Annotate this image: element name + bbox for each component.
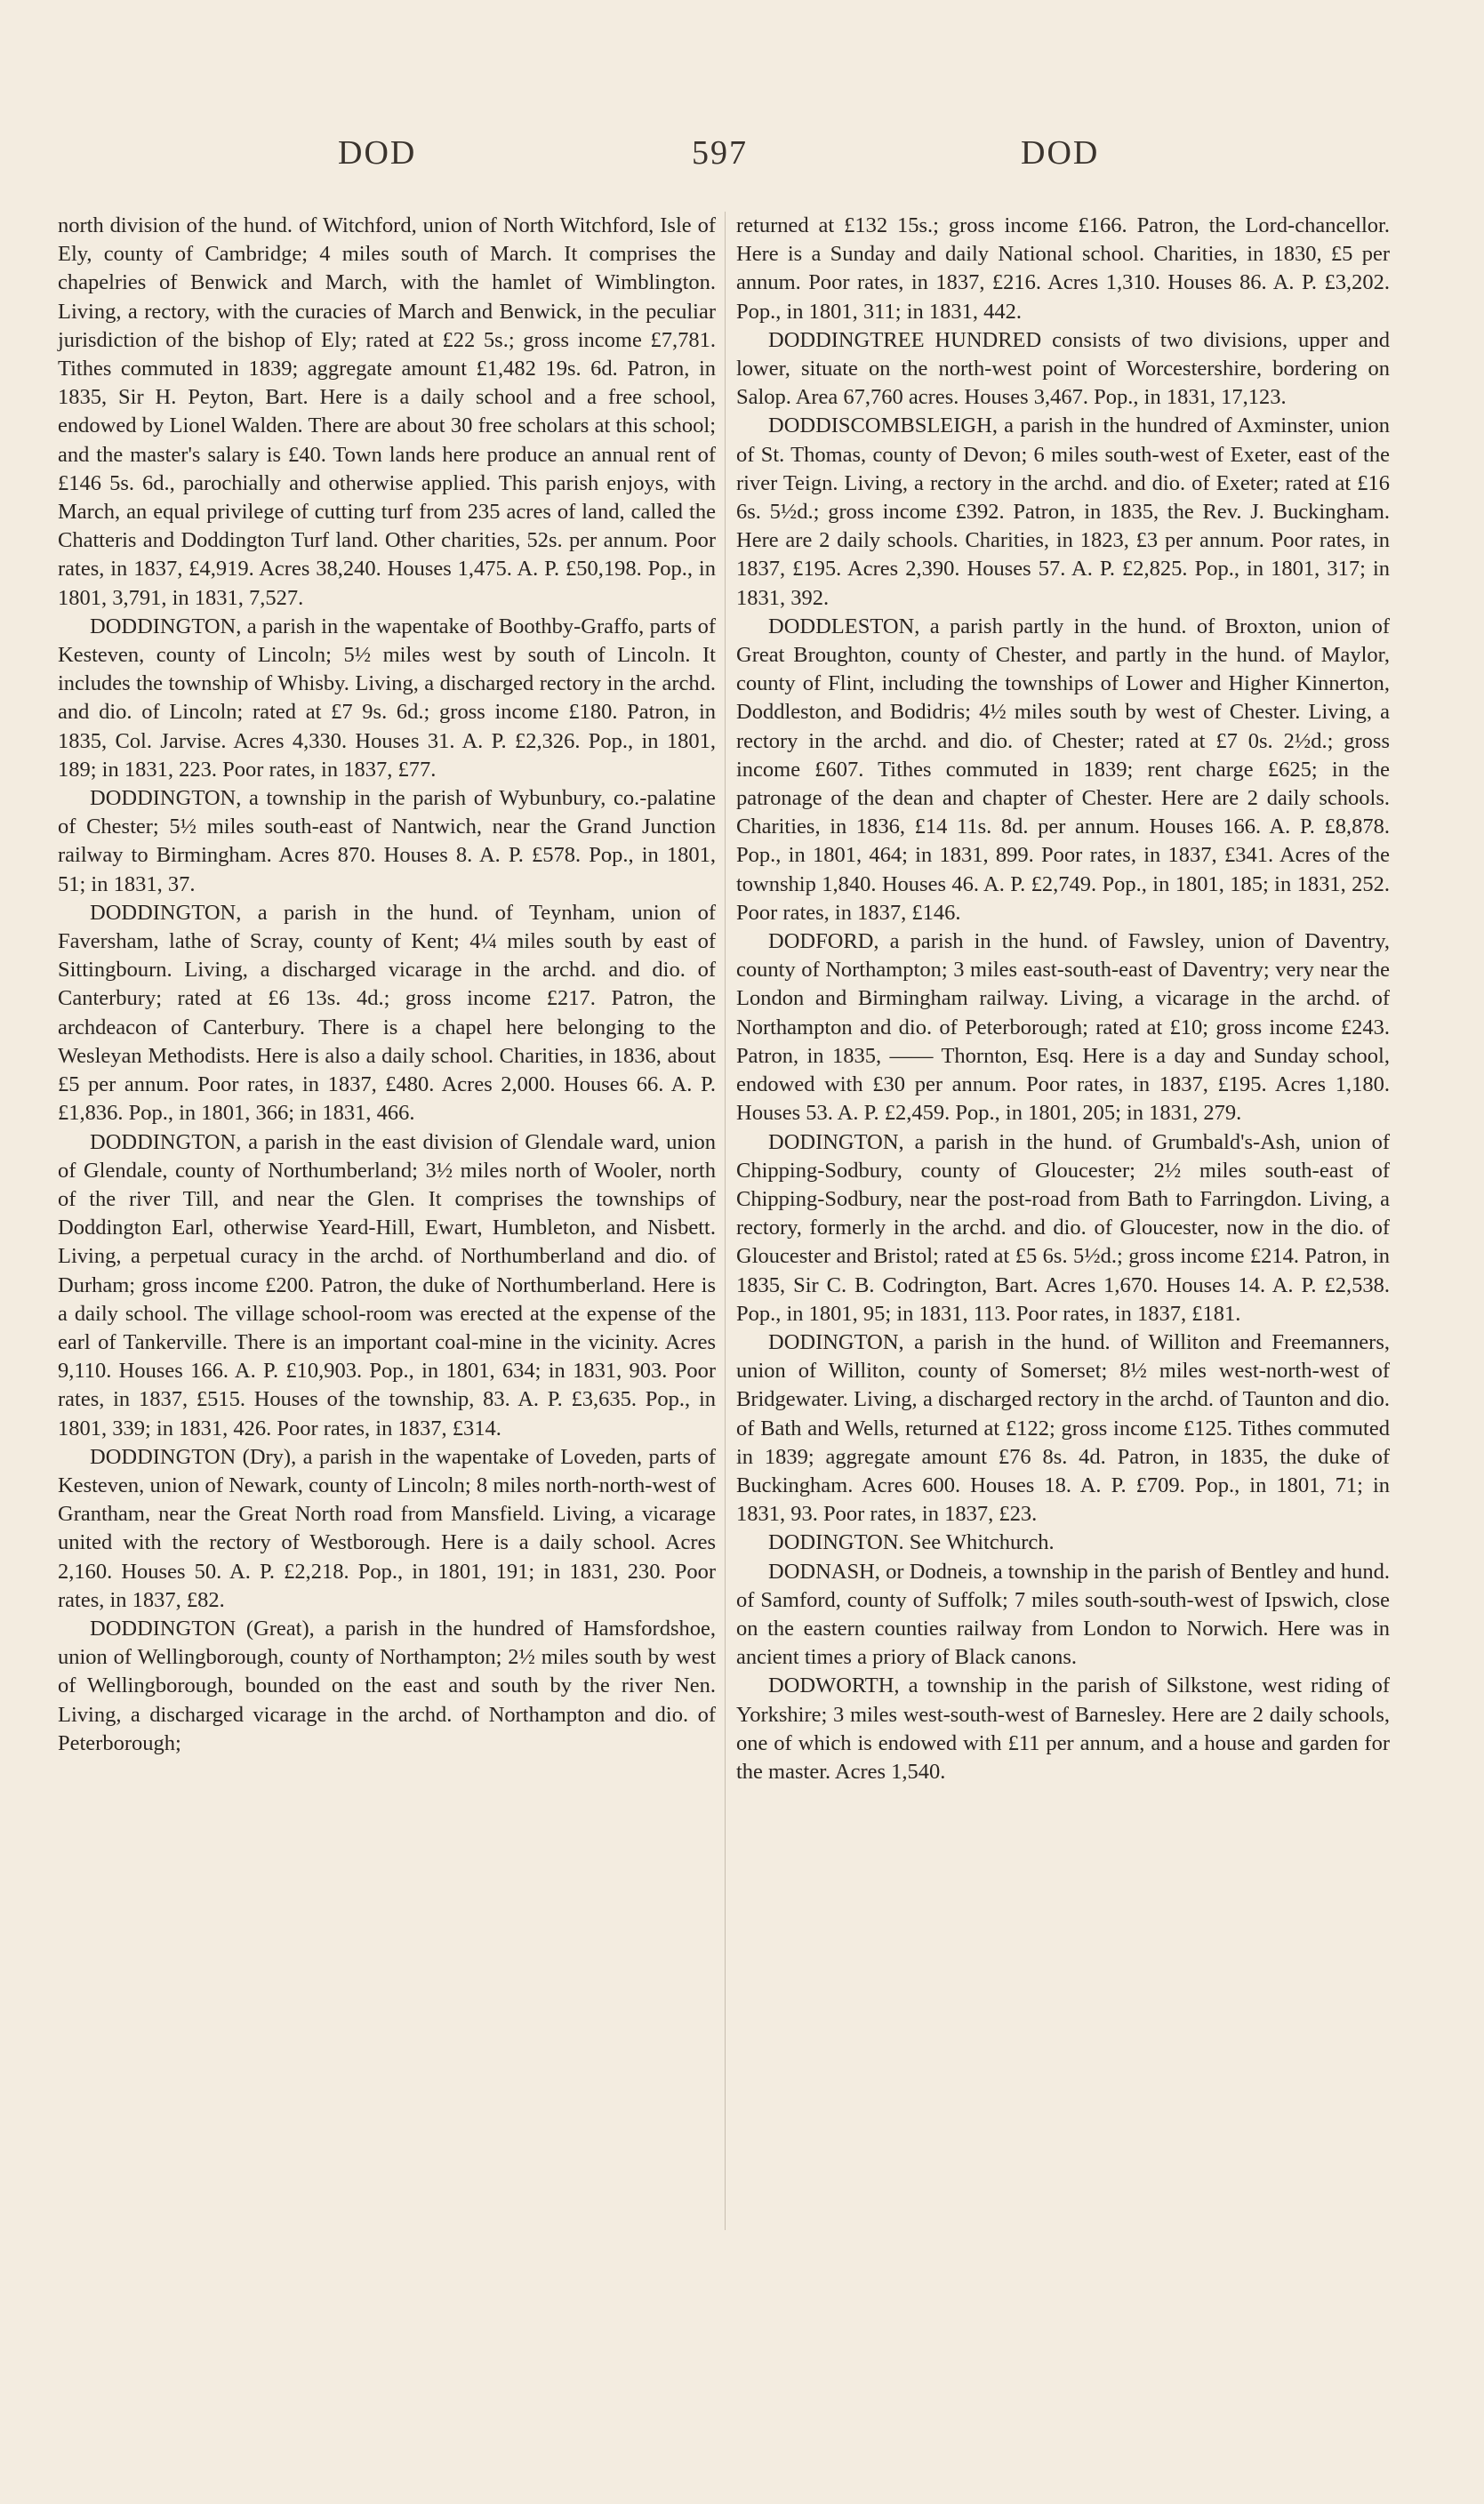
header-right-word: DOD [1021, 134, 1100, 172]
entry: north division of the hund. of Witchford, union of North Witchford, Isle of Ely, county of Cambridge; 4 miles south of March. It comprises the chapelries of Benwick and March, with the hamlet of Wimblington. Living, a rectory, with the curacies of March and Benwick, in the peculiar jurisdiction of the bishop of Ely; rated at £22 5s.; gross income £7,781. Tithes commuted in 1839; aggregate amount £1,482 19s. 6d. Patron, in 1835, Sir H. Peyton, Bart. Here is a daily school and a free school, endowed by Lionel Walden. There are about 30 free scholars at this school; and the master's salary is £40. Town lands here produce an annual rent of £146 5s. 6d., parochially and otherwise applied. This parish enjoys, with March, an equal privilege of cutting turf from 235 acres of land, called the Chatteris and Doddington Turf land. Other charities, 52s. per annum. Poor rates, in 1837, £4,919. Acres 38,240. Houses 1,475. A. P. £50,198. Pop., in 1801, 3,791, in 1831, 7,527. [58, 213, 716, 610]
column-divider [725, 212, 726, 2230]
entry: DODINGTON, a parish in the hund. of Grumbald's-Ash, union of Chipping-Sodbury, county of Gloucester; 2½ miles south-east of Chipping-Sodbury, near the post-road from Bath to Farringdon. Living, a rectory, formerly in the archd. and dio. of Gloucester, now in the dio. of Gloucester and Bristol; rated at £5 6s. 5½d.; gross income £214. Patron, in 1835, Sir C. B. Codrington, Bart. Acres 1,670. Houses 14. A. P. £2,538. Pop., in 1801, 95; in 1831, 113. Poor rates, in 1837, £181. [736, 1129, 1390, 1326]
entry: DODDINGTON, a township in the parish of Wybunbury, co.-palatine of Chester; 5½ miles south-east of Nantwich, near the Grand Junction railway to Birmingham. Acres 870. Houses 8. A. P. £578. Pop., in 1801, 51; in 1831, 37. [58, 786, 716, 896]
entry: DODDLESTON, a parish partly in the hund. of Broxton, union of Great Broughton, county of Chester, and partly in the hund. of Maylor, county of Flint, including the townships of Lower and Higher Kinnerton, Doddleston, and Bodidris; 4½ miles south by west of Chester. Living, a rectory in the archd. and dio. of Chester; rated at £7 0s. 2½d.; gross income £607. Tithes commuted in 1839; rent charge £625; in the patronage of the dean and chapter of Chester. Here are 2 daily schools. Charities, in 1836, £14 11s. 8d. per annum. Houses 166. A. P. £8,878. Pop., in 1801, 464; in 1831, 899. Poor rates, in 1837, £341. Acres of the township 1,840. Houses 46. A. P. £2,749. Pop., in 1801, 185; in 1831, 252. Poor rates, in 1837, £146. [736, 614, 1390, 925]
left-column [58, 212, 716, 1758]
entry: returned at £132 15s.; gross income £166. Patron, the Lord-chancellor. Here is a Sunday and daily National school. Charities, in 1830, £5 per annum. Poor rates, in 1837, £216. Acres 1,310. Houses 86. A. P. £3,202. Pop., in 1801, 311; in 1831, 442. [736, 213, 1390, 324]
right-column [736, 212, 1390, 1786]
entry: DODDINGTON (Dry), a parish in the wapentake of Loveden, parts of Kesteven, union of Newark, county of Lincoln; 8 miles north-north-west of Grantham, near the Great North road from Mansfield. Living, a vicarage united with the rectory of Westborough. Here is a daily school. Acres 2,160. Houses 50. A. P. £2,218. Pop., in 1801, 191; in 1831, 230. Poor rates, in 1837, £82. [58, 1444, 716, 1612]
page-number: 597 [692, 134, 748, 172]
entry: DODNASH, or Dodneis, a township in the parish of Bentley and hund. of Samford, county of Suffolk; 7 miles south-south-west of Ipswich, close on the eastern counties railway from London to Norwich. Here was in ancient times a priory of Black canons. [736, 1559, 1390, 1670]
header-left-word: DOD [338, 134, 417, 172]
entry: DODDINGTON, a parish in the hund. of Teynham, union of Faversham, lathe of Scray, county of Kent; 4¼ miles south by east of Sittingbourn. Living, a discharged vicarage in the archd. and dio. of Canterbury; rated at £6 13s. 4d.; gross income £217. Patron, the archdeacon of Canterbury. There is a chapel here belonging to the Wesleyan Methodists. Here is also a daily school. Charities, in 1836, about £5 per annum. Poor rates, in 1837, £480. Acres 2,000. Houses 66. A. P. £1,836. Pop., in 1801, 366; in 1831, 466. [58, 900, 716, 1126]
entry: DODINGTON. See Whitchurch. [768, 1530, 1055, 1555]
entry: DODDINGTREE HUNDRED consists of two divisions, upper and lower, situate on the north-west point of Worcestershire, bordering on Salop. Area 67,760 acres. Houses 3,467. Pop., in 1831, 17,123. [736, 327, 1390, 410]
entry: DODDINGTON, a parish in the wapentake of Boothby-Graffo, parts of Kesteven, county of Lincoln; 5½ miles west by south of Lincoln. It includes the township of Whisby. Living, a discharged rectory in the archd. and dio. of Lincoln; rated at £7 9s. 6d.; gross income £180. Patron, in 1835, Col. Jarvise. Acres 4,330. Houses 31. A. P. £2,326. Pop., in 1801, 189; in 1831, 223. Poor rates, in 1837, £77. [58, 614, 716, 782]
entry: DODWORTH, a township in the parish of Silkstone, west riding of Yorkshire; 3 miles west-south-west of Barnesley. Here are 2 daily schools, one of which is endowed with £11 per annum, and a house and garden for the master. Acres 1,540. [736, 1673, 1390, 1784]
entry: DODDINGTON (Great), a parish in the hundred of Hamsfordshoe, union of Wellingborough, county of Northampton; 2½ miles south by west of Wellingborough, bounded on the east and south by the river Nen. Living, a discharged vicarage in the archd. of Northampton and dio. of Peterborough; [58, 1616, 716, 1755]
entry: DODINGTON, a parish in the hund. of Williton and Freemanners, union of Williton, county of Somerset; 8½ miles west-north-west of Bridgewater. Living, a discharged rectory in the archd. of Taunton and dio. of Bath and Wells, returned at £122; gross income £125. Tithes commuted in 1839; aggregate amount £76 8s. 4d. Patron, in 1835, the duke of Buckingham. Acres 600. Houses 18. A. P. £709. Pop., in 1801, 71; in 1831, 93. Poor rates, in 1837, £23. [736, 1329, 1390, 1527]
entry: DODDINGTON, a parish in the east division of Glendale ward, union of Glendale, county of Northumberland; 3½ miles north of Wooler, north of the river Till, and near the Glen. It comprises the townships of Doddington Earl, otherwise Yeard-Hill, Ewart, Humbleton, and Nisbett. Living, a perpetual curacy in the archd. of Northumberland and dio. of Durham; gross income £200. Patron, the duke of Northumberland. Here is a daily school. The village school-room was erected at the expense of the earl of Tankerville. There is an important coal-mine in the vicinity. Acres 9,110. Houses 166. A. P. £10,903. Pop., in 1801, 634; in 1831, 903. Poor rates, in 1837, £515. Houses of the township, 83. A. P. £3,635. Pop., in 1801, 339; in 1831, 426. Poor rates, in 1837, £314. [58, 1129, 716, 1441]
entry: DODDISCOMBSLEIGH, a parish in the hundred of Axminster, union of St. Thomas, county of Devon; 6 miles south-west of Exeter, east of the river Teign. Living, a rectory in the archd. and dio. of Exeter; rated at £16 6s. 5½d.; gross income £392. Patron, in 1835, the Rev. J. Buckingham. Here are 2 daily schools. Charities, in 1823, £3 per annum. Poor rates, in 1837, £195. Acres 2,390. Houses 57. A. P. £2,825. Pop., in 1801, 317; in 1831, 392. [736, 413, 1390, 610]
running-header [0, 133, 1484, 187]
entry: DODFORD, a parish in the hund. of Fawsley, union of Daventry, county of Northampton; 3 miles east-south-east of Daventry; very near the London and Birmingham railway. Living, a vicarage in the archd. of Northampton and dio. of Peterborough; rated at £10; gross income £243. Patron, in 1835, —— Thornton, Esq. Here is a day and Sunday school, endowed with £30 per annum. Poor rates, in 1837, £195. Acres 1,180. Houses 53. A. P. £2,459. Pop., in 1801, 205; in 1831, 279. [736, 929, 1390, 1126]
